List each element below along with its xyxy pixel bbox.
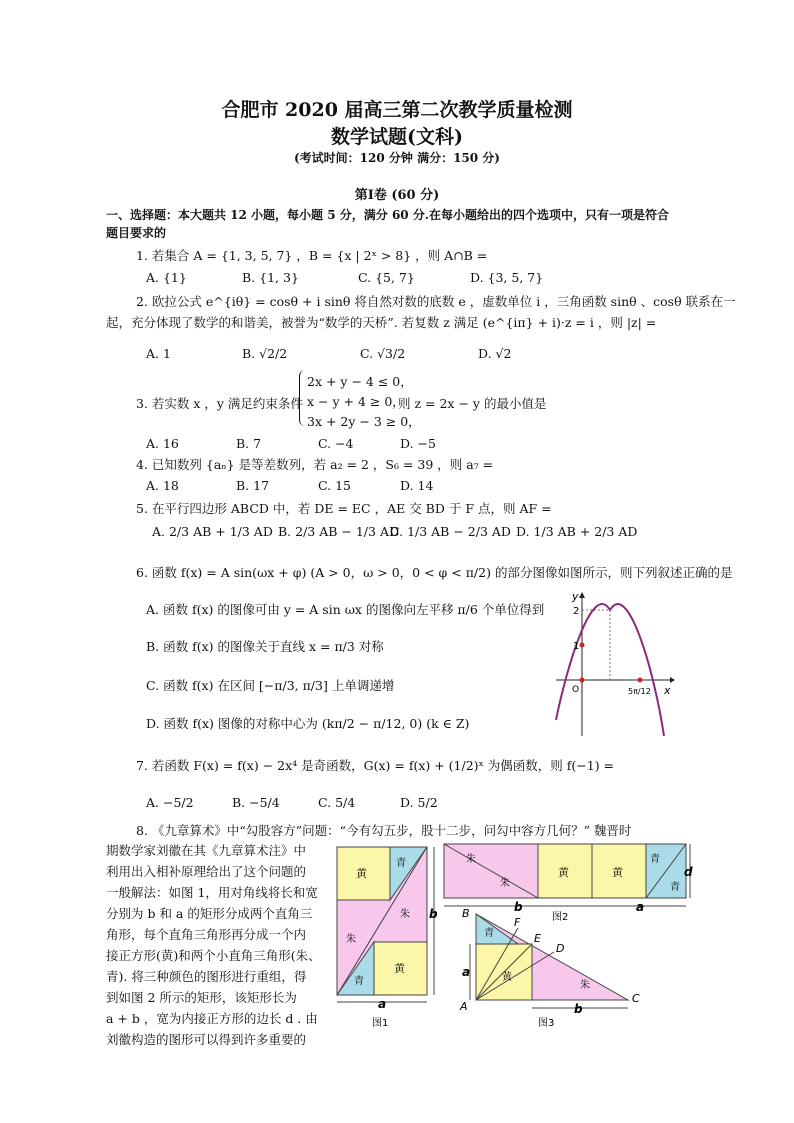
q6-option-c: C. 函数 f(x) 在区间 [−π/3, π/3] 上单调递增 xyxy=(146,678,395,693)
fig3-label-C: C xyxy=(632,992,640,1005)
fig2-label-b: b xyxy=(514,900,523,914)
fig2-label-red-2: 朱 xyxy=(500,878,510,889)
fig3-label-D: D xyxy=(556,942,565,955)
q3-option-a: A. 16 xyxy=(146,436,179,451)
fig3-label-red: 朱 xyxy=(580,980,590,991)
exam-meta: (考试时间：120 分钟 满分：150 分) xyxy=(294,151,500,165)
q6-option-b: B. 函数 f(x) 的图像关于直线 x = π/3 对称 xyxy=(146,639,384,654)
q6-option-d: D. 函数 f(x) 图像的对称中心为 (kπ/2 − π/12, 0) (k ∈ Z) xyxy=(146,716,470,731)
q7-option-b: B. −5/4 xyxy=(232,795,280,810)
q3-option-c: C. −4 xyxy=(318,436,354,451)
fig1-label-yellow-bottom: 黄 xyxy=(394,962,405,975)
fig2-caption: 图2 xyxy=(552,912,569,923)
tick-label-2: 2 xyxy=(573,606,580,617)
fig3-label-b: b xyxy=(574,1002,583,1016)
q5-option-b: B. 2/3 AB − 1/3 AD xyxy=(278,524,399,539)
q3-constraint-2: x − y + 4 ≥ 0， xyxy=(307,394,405,409)
q8-body-line-4: 分别为 b 和 a 的矩形分成两个直角三 xyxy=(106,906,313,921)
fig1-label-green-bottom: 青 xyxy=(354,976,364,987)
q1-option-d: D. {3, 5, 7} xyxy=(470,270,544,285)
q3-lead: 3. 若实数 x ，y 满足约束条件 xyxy=(136,396,303,411)
fig3-label-B: B xyxy=(462,907,470,920)
volume-heading: 第Ⅰ卷 (60 分) xyxy=(354,188,440,203)
q7-option-d: D. 5/2 xyxy=(400,795,438,810)
fig3-caption: 图3 xyxy=(538,1018,555,1029)
y-axis-label: y xyxy=(572,590,579,603)
q5-option-a: A. 2/3 AB + 1/3 AD xyxy=(152,524,273,539)
q2-stem: 2. 欧拉公式 e^{iθ} = cosθ + i sinθ 将自然对数的底数 e ，虚数单位 i ，三角函数 sinθ 、cosθ 联系在一 xyxy=(136,294,736,309)
q3-constraint-1: 2x + y − 4 ≤ 0， xyxy=(307,374,413,389)
q8-body-line-8: 到如图 2 所示的矩形，该矩形长为 xyxy=(106,990,297,1005)
q3-tail: 则 z = 2x − y 的最小值是 xyxy=(398,396,547,411)
q4-stem: 4. 已知数列 {aₙ} 是等差数列，若 a₂ = 2 ，S₆ = 39 ，则 a₇ = xyxy=(136,457,494,472)
figure-1 xyxy=(330,842,440,1032)
q8-body-line-6: 接正方形(黄)和两个小直角三角形(朱、 xyxy=(106,948,321,963)
fig2-label-red-1: 朱 xyxy=(466,854,476,865)
fig3-label-A: A xyxy=(460,1000,468,1013)
exam-subtitle: 数学试题(文科) xyxy=(331,126,463,148)
fig2-label-d: d xyxy=(684,865,693,879)
q1-option-a: A. {1} xyxy=(146,270,187,285)
q2-stem-cont: 起，充分体现了数学的和谐美，被誉为“数学的天桥”. 若复数 z 满足 (e^{iπ} + i)·z = i ，则 |z| = xyxy=(106,315,657,330)
q4-option-c: C. 15 xyxy=(318,478,351,493)
origin-label: O xyxy=(572,685,580,695)
fig2-label-yellow-2: 黄 xyxy=(612,866,623,879)
fig2-label-a: a xyxy=(636,900,645,914)
section-instruction: 一、选择题：本大题共 12 小题，每小题 5 分，满分 60 分.在每小题给出的四个选项中，只有一项是符合 xyxy=(106,208,669,222)
fig3-label-yellow: 黄 xyxy=(502,972,512,983)
q6-sine-graph xyxy=(552,590,676,738)
q6-stem: 6. 函数 f(x) = A sin(ωx + φ) (A > 0，ω > 0，0 < φ < π/2) 的部分图像如图所示，则下列叙述正确的是 xyxy=(136,565,733,580)
q5-option-c: C. 1/3 AB − 2/3 AD xyxy=(390,524,511,539)
fig1-label-b: b xyxy=(429,907,438,921)
x-axis-arrow-icon xyxy=(670,677,675,683)
fig1-label-red-right: 朱 xyxy=(400,909,410,920)
point-x-intercept xyxy=(638,678,643,683)
q5-option-d: D. 1/3 AB + 2/3 AD xyxy=(516,524,638,539)
fig2-label-yellow-1: 黄 xyxy=(558,866,569,879)
q2-option-a: A. 1 xyxy=(146,346,171,361)
q2-option-d: D. √2 xyxy=(478,346,512,361)
point-origin xyxy=(580,678,585,683)
q8-body-line-9: a + b ，宽为内接正方形的边长 d . 由 xyxy=(106,1011,318,1026)
q2-option-b: B. √2/2 xyxy=(242,346,288,361)
q7-stem: 7. 若函数 F(x) = f(x) − 2x⁴ 是奇函数，G(x) = f(x) + (1/2)ˣ 为偶函数，则 f(−1) = xyxy=(136,758,615,773)
fig3-label-green: 青 xyxy=(484,928,494,939)
q8-stem: 8. 《九章算术》中“勾股容方”问题：“今有勾五步，股十二步，问勾中容方几何？” 魏晋时 xyxy=(136,823,632,838)
q1-stem: 1. 若集合 A = {1, 3, 5, 7} ，B = {x | 2ˣ > 8} ，则 A∩B = xyxy=(136,248,488,263)
tick-label-1: 1 xyxy=(573,641,580,652)
q4-option-d: D. 14 xyxy=(400,478,434,493)
q8-body-line-5: 角形，每个直角三角形再分成一个内 xyxy=(106,927,307,942)
fig1-label-red-left: 朱 xyxy=(346,934,356,945)
exam-title: 合肥市 2020 届高三第二次教学质量检测 xyxy=(221,99,573,121)
fig2-label-green-1: 青 xyxy=(650,854,660,865)
fig1-label-a: a xyxy=(378,997,387,1011)
q8-body-line-3: 一般解法：如图 1，用对角线将长和宽 xyxy=(106,885,318,900)
q8-body-line-10: 刘徽构造的图形可以得到许多重要的 xyxy=(106,1032,307,1047)
q8-body-line-7: 青). 将三种颜色的图形进行重组，得 xyxy=(106,969,307,984)
fig3-label-F: F xyxy=(514,916,521,929)
q3-option-d: D. −5 xyxy=(400,436,436,451)
q5-stem: 5. 在平行四边形 ABCD 中，若 DE = EC ，AE 交 BD 于 F 点，则 AF = xyxy=(136,501,552,516)
tick-label-5pi-12: 5π/12 xyxy=(628,687,651,696)
fig1-caption: 图1 xyxy=(372,1018,389,1029)
q8-body-line-2: 利用出入相补原理给出了这个问题的 xyxy=(106,864,307,879)
q8-body-line-1: 期数学家刘徽在其《九章算术注》中 xyxy=(106,843,307,858)
y-axis-arrow-icon xyxy=(579,592,585,598)
point-y1 xyxy=(580,643,585,648)
q3-option-b: B. 7 xyxy=(236,436,262,451)
fig2-label-green-2: 青 xyxy=(670,882,680,893)
q2-option-c: C. √3/2 xyxy=(360,346,406,361)
q6-option-a: A. 函数 f(x) 的图像可由 y = A sin ωx 的图像向左平移 π/6 个单位得到 xyxy=(146,602,545,617)
q7-option-a: A. −5/2 xyxy=(146,795,194,810)
fig1-label-green-top: 青 xyxy=(396,858,406,869)
q1-option-b: B. {1, 3} xyxy=(242,270,299,285)
q3-constraint-3: 3x + 2y − 3 ≥ 0， xyxy=(307,414,421,429)
section-instruction-cont: 题目要求的 xyxy=(106,226,167,240)
figure-3 xyxy=(456,904,656,1030)
q7-option-c: C. 5/4 xyxy=(318,795,356,810)
x-axis-label: x xyxy=(664,684,671,697)
fig3-label-a: a xyxy=(462,965,471,979)
q3-brace xyxy=(299,370,306,426)
fig3-label-E: E xyxy=(534,932,541,945)
q4-option-b: B. 17 xyxy=(236,478,270,493)
fig1-label-yellow-top: 黄 xyxy=(356,867,367,880)
q4-option-a: A. 18 xyxy=(146,478,179,493)
q1-option-c: C. {5, 7} xyxy=(358,270,415,285)
